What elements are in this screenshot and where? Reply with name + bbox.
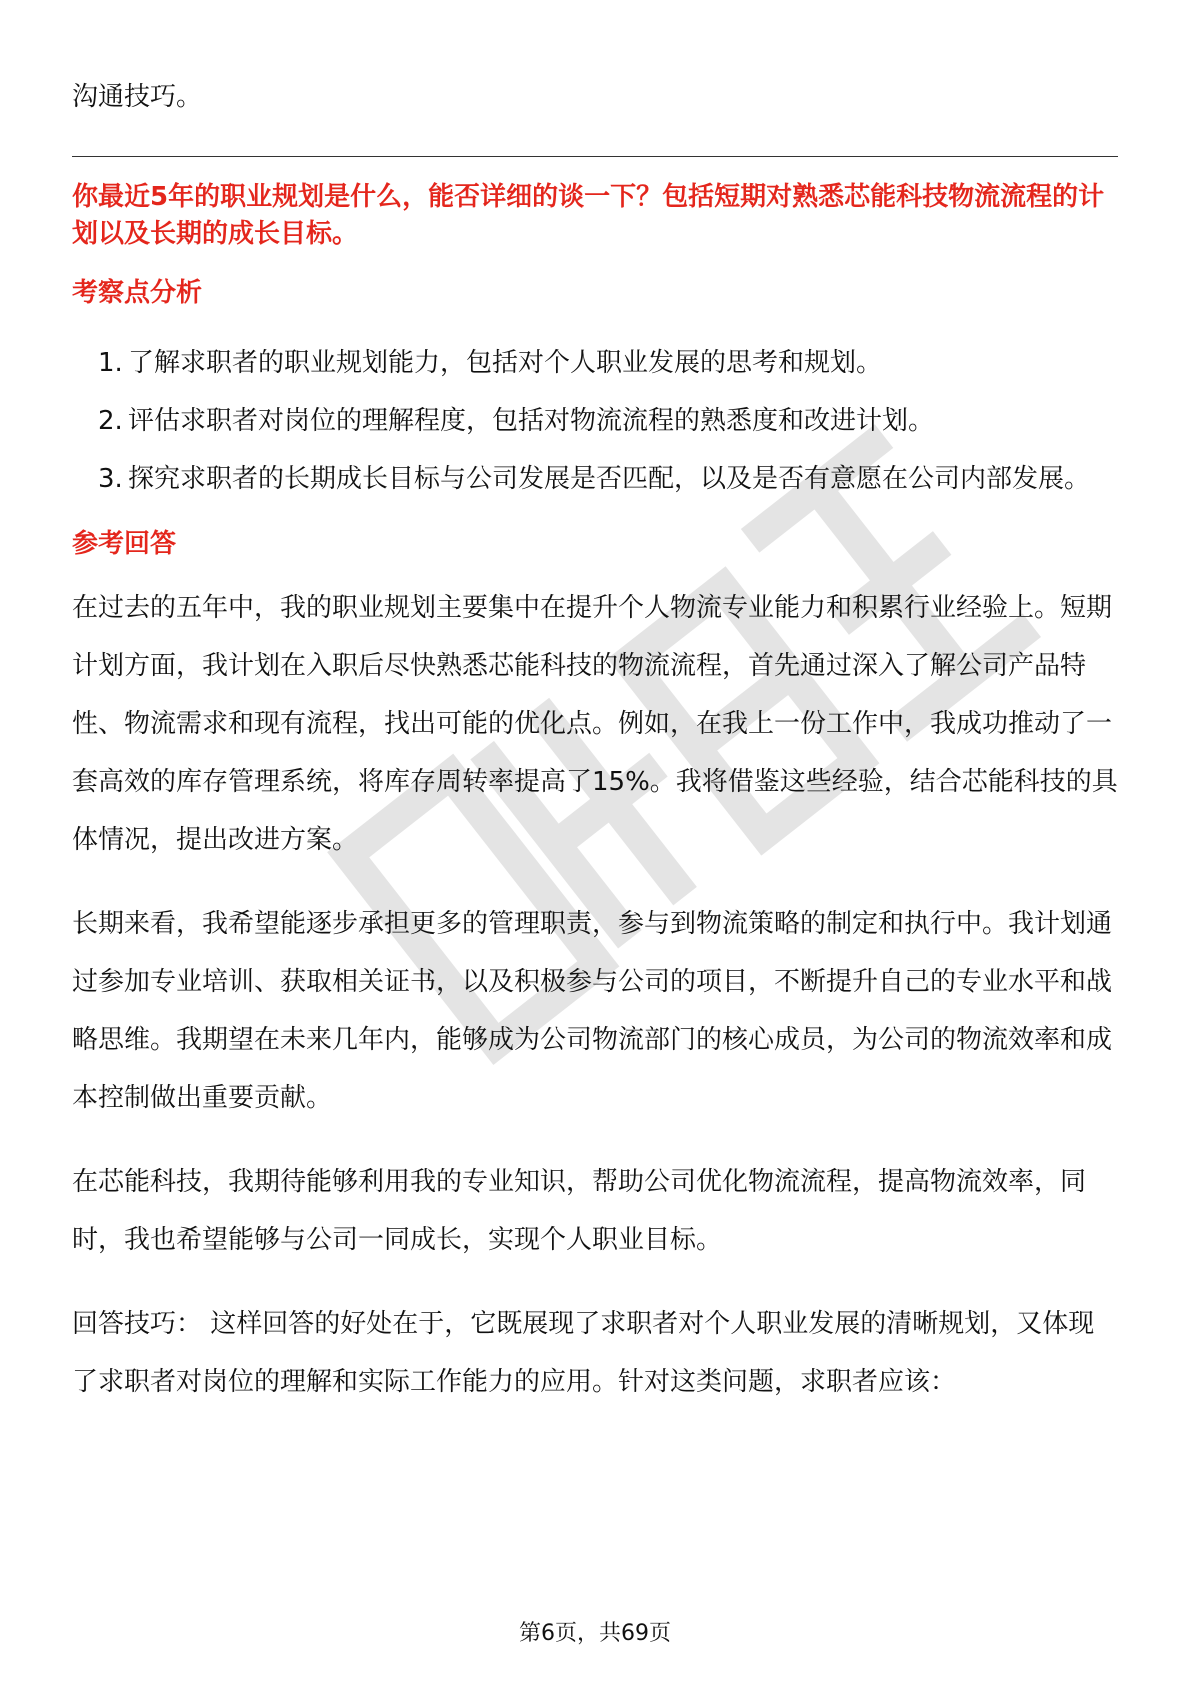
- interview-question: 你最近5年的职业规划是什么，能否详细的谈一下？包括短期对熟悉芯能科技物流流程的计划以及长期的成长目标。: [72, 182, 1105, 249]
- answer-paragraph: 在芯能科技，我期待能够利用我的专业知识，帮助公司优化物流流程，提高物流效率，同时，我也希望能够与公司一同成长，实现个人职业目标。: [72, 1167, 1087, 1255]
- list-number: 3.: [98, 464, 123, 494]
- answer-paragraph: 长期来看，我希望能逐步承担更多的管理职责，参与到物流策略的制定和执行中。我计划通过参加专业培训、获取相关证书，以及积极参与公司的项目，不断提升自己的专业水平和战略思维。我期望在未来几年内，能够成为公司物流部门的核心成员，为公司的物流效率和成本控制做出重要贡献。: [72, 909, 1113, 1113]
- list-number: 1.: [98, 348, 123, 378]
- list-item-text: 探究求职者的长期成长目标与公司发展是否匹配，以及是否有意愿在公司内部发展。: [128, 464, 1091, 494]
- analysis-heading: 考察点分析: [72, 278, 203, 308]
- page-number: 第6页，共69页: [519, 1621, 671, 1646]
- list-item: [72, 334, 1118, 392]
- continued-text: 沟通技巧。: [72, 82, 203, 112]
- list-item-text: 评估求职者对岗位的理解程度，包括对物流流程的熟悉度和改进计划。: [128, 406, 935, 436]
- list-item: [72, 450, 1118, 508]
- answer-tips: 回答技巧： 这样回答的好处在于，它既展现了求职者对个人职业发展的清晰规划，又体现了求职者对岗位的理解和实际工作能力的应用。针对这类问题，求职者应该：: [72, 1309, 1095, 1397]
- section-divider: [72, 156, 1118, 157]
- answer-paragraph: 在过去的五年中，我的职业规划主要集中在提升个人物流专业能力和积累行业经验上。短期计划方面，我计划在入职后尽快熟悉芯能科技的物流流程，首先通过深入了解公司产品特性、物流需求和现有流程，找出可能的优化点。例如，在我上一份工作中，我成功推动了一套高效的库存管理系统，将库存周转率提高了15%。我将借鉴这些经验，结合芯能科技的具体情况，提出改进方案。: [72, 593, 1118, 855]
- analysis-list: [72, 334, 1118, 508]
- list-item-text: 了解求职者的职业规划能力，包括对个人职业发展的思考和规划。: [128, 348, 883, 378]
- content-area: [72, 68, 1118, 1437]
- list-item: [72, 392, 1118, 450]
- list-number: 2.: [98, 406, 123, 436]
- answer-heading: 参考回答: [72, 529, 177, 559]
